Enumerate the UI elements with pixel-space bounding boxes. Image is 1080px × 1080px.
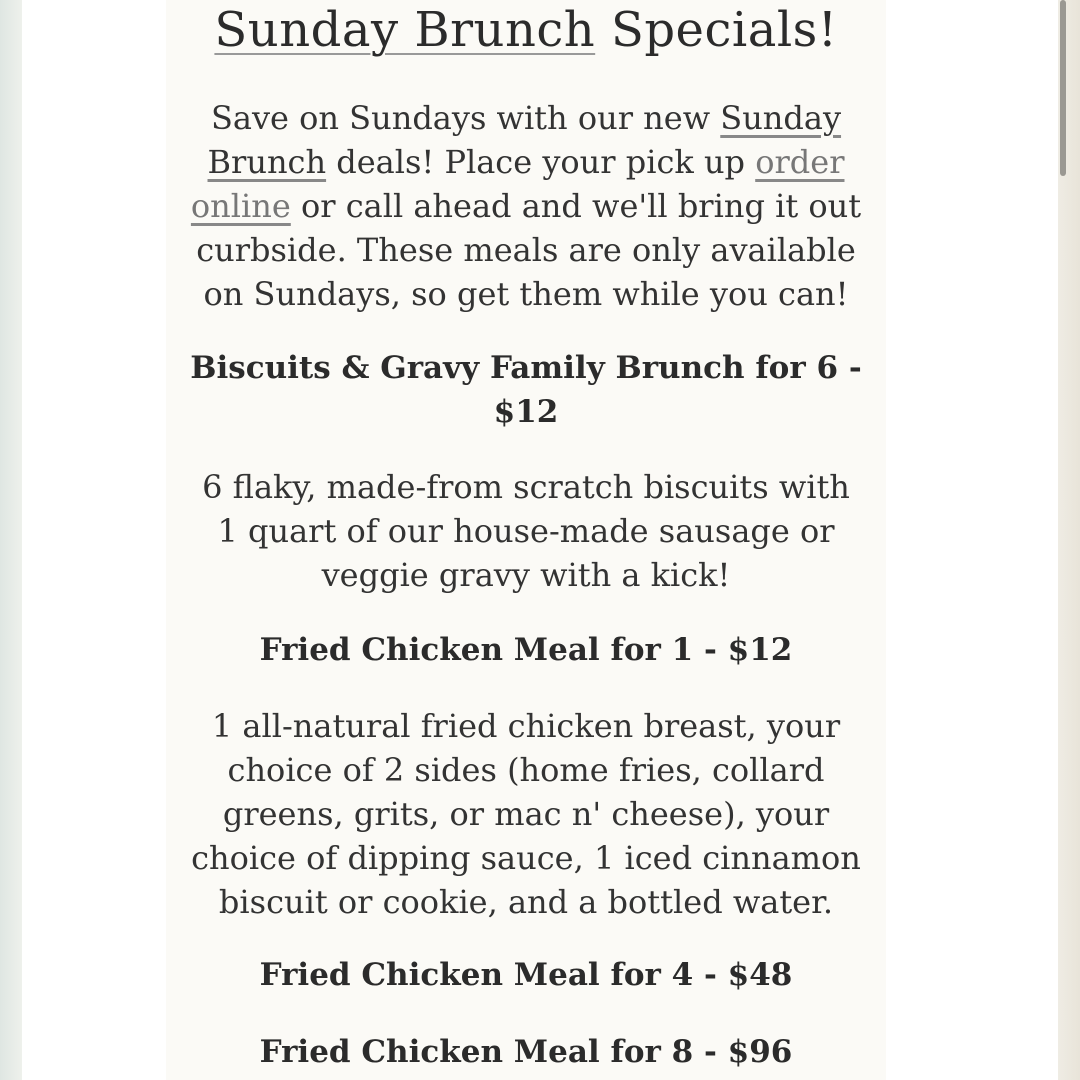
intro-text-2: deals! Place your pick up [326, 143, 756, 181]
description-line: 1 all-natural fried chicken breast, your [211, 707, 841, 745]
description-line: greens, grits, or mac n' cheese), your [222, 795, 830, 833]
biscuits-gravy-title-line: Biscuits & Gravy Family Brunch for 6 - [190, 350, 862, 386]
screen-edge [0, 0, 22, 1080]
page-title-rest: Specials! [595, 2, 838, 58]
description-line: veggie gravy with a kick! [321, 556, 731, 594]
biscuits-gravy-price: $12 [493, 394, 559, 430]
fried-chicken-1-title: Fried Chicken Meal for 1 - $12 [259, 632, 793, 668]
description-line: 1 quart of our house-made sausage or [217, 512, 835, 550]
intro-text-3: or call ahead and we'll bring it out curbside. These meals are only available on Sundays, so get them while you can! [196, 187, 862, 313]
content-column [166, 0, 886, 1080]
biscuits-gravy-title [166, 346, 886, 434]
description-line: biscuit or cookie, and a bottled water. [218, 883, 834, 921]
webpage [22, 0, 1058, 1080]
order-online-link[interactable]: order online [190, 143, 845, 225]
fried-chicken-4-title: Fried Chicken Meal for 4 - $48 [259, 957, 793, 993]
scrollbar-thumb[interactable] [1060, 0, 1066, 176]
description-line: choice of dipping sauce, 1 iced cinnamon [191, 839, 861, 877]
biscuits-gravy-description [166, 465, 886, 597]
intro-text-1: Save on Sundays with our new [210, 99, 721, 137]
description-line: choice of 2 sides (home fries, collard [227, 751, 825, 789]
sunday-brunch-title-link[interactable]: Sunday Brunch [214, 2, 596, 58]
fried-chicken-1-description [166, 704, 886, 924]
scrollbar-track[interactable] [1058, 0, 1080, 1080]
fried-chicken-8-title: Fried Chicken Meal for 8 - $96 [259, 1034, 793, 1070]
description-line: 6 flaky, made-from scratch biscuits with [202, 468, 850, 506]
intro-paragraph [178, 96, 874, 316]
page-title [166, 0, 886, 60]
sunday-brunch-link[interactable]: Sunday Brunch [207, 99, 842, 181]
